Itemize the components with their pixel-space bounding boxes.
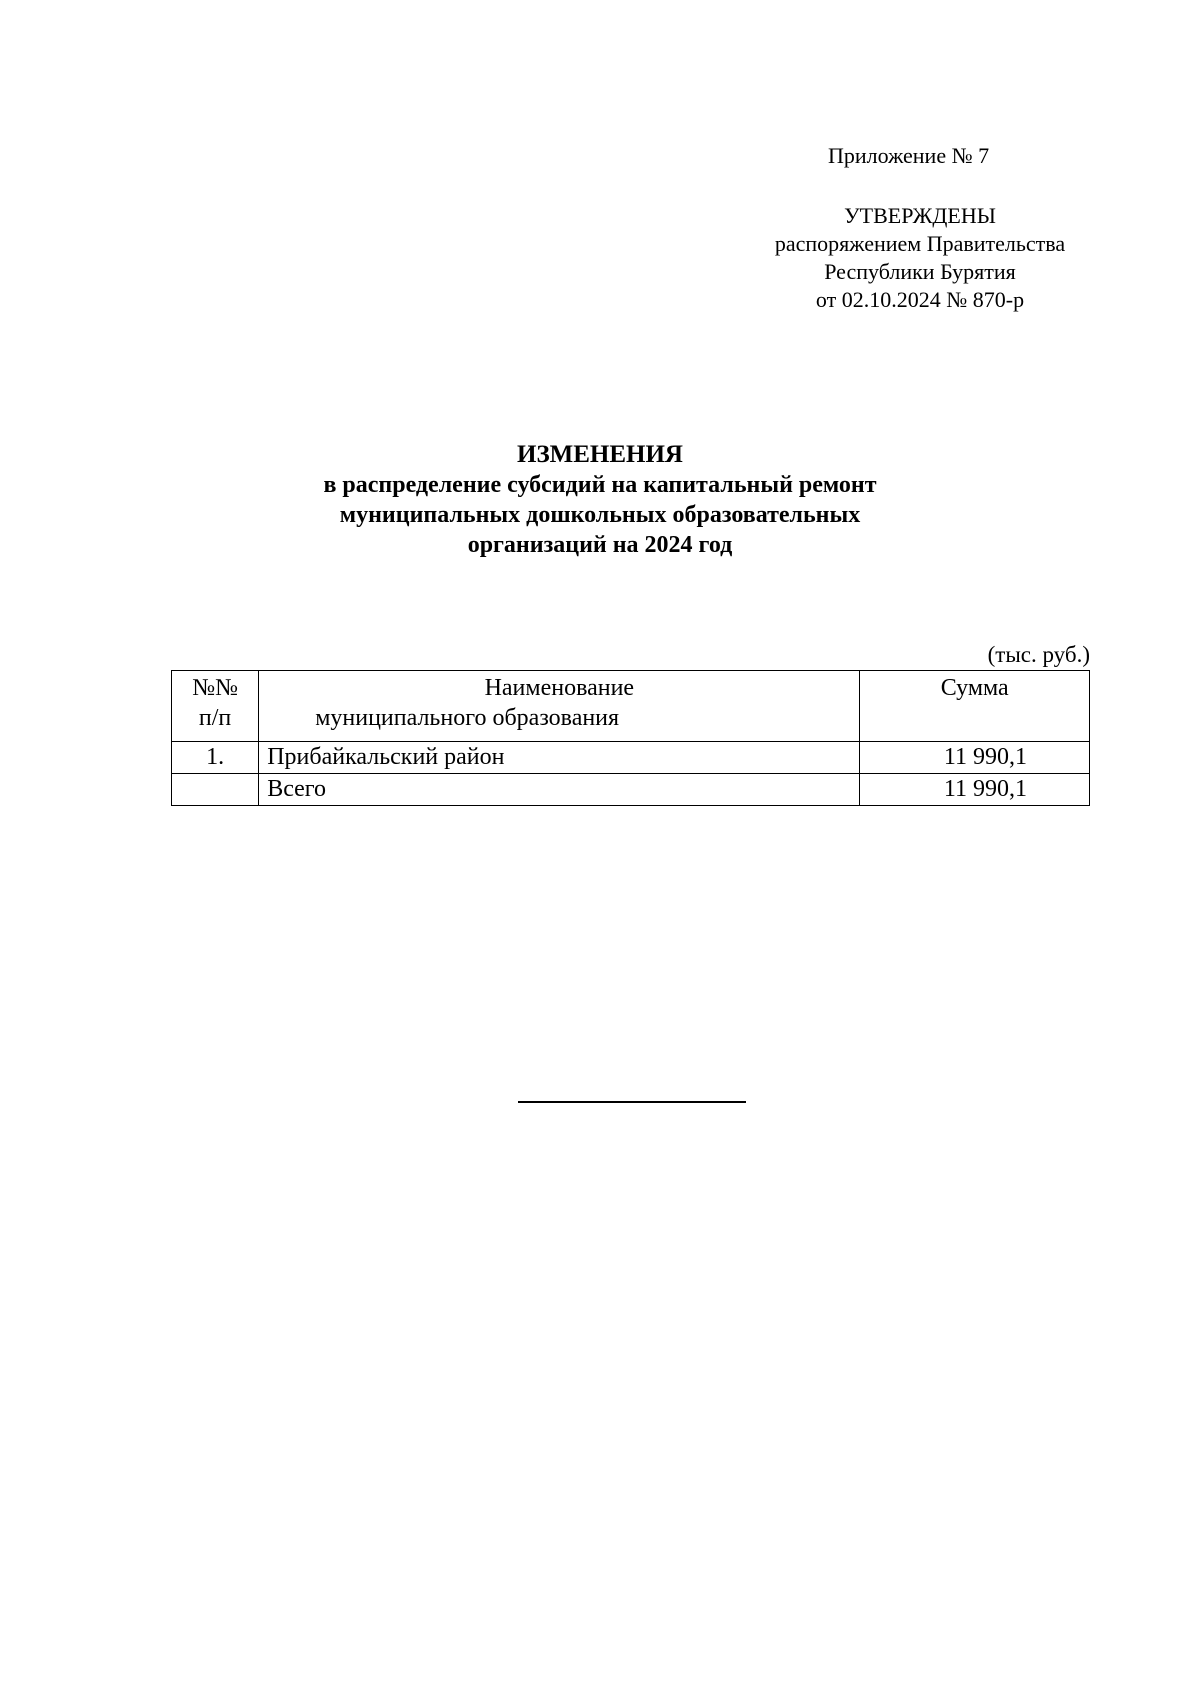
title-line-2: муниципальных дошкольных образовательных <box>339 502 861 528</box>
total-sum: 11 990,1 <box>860 774 1090 806</box>
appendix-text: Приложение № 7 <box>828 143 990 168</box>
appendix-label <box>700 143 1140 169</box>
title-line-1: в распределение субсидий на капитальный ремонт <box>323 472 877 498</box>
table-header-row <box>172 671 1090 742</box>
closing-rule <box>518 1101 746 1103</box>
document-title <box>100 440 1100 560</box>
total-label: Всего <box>259 774 860 806</box>
subsidy-table <box>171 670 1090 806</box>
approval-date-number: от 02.10.2024 № 870-р <box>815 287 1025 312</box>
header-number-line-2: п/п <box>198 705 232 731</box>
total-number <box>172 774 259 806</box>
header-name <box>259 671 860 742</box>
row-number: 1. <box>172 742 259 774</box>
row-sum: 11 990,1 <box>860 742 1090 774</box>
title-main: ИЗМЕНЕНИЯ <box>517 441 683 468</box>
table-total-row <box>172 774 1090 806</box>
header-name-line-1: Наименование <box>484 675 635 701</box>
header-name-line-2: муниципального образования <box>315 705 620 731</box>
approval-status: УТВЕРЖДЕНЫ <box>844 203 996 228</box>
approval-block <box>700 202 1140 314</box>
approval-region: Республики Бурятия <box>824 259 1016 284</box>
row-name: Прибайкальский район <box>259 742 860 774</box>
units-label: (тыс. руб.) <box>987 642 1090 667</box>
header-sum-text: Сумма <box>940 675 1009 701</box>
subsidy-table-wrapper <box>171 670 1090 806</box>
header-sum <box>860 671 1090 742</box>
header-number <box>172 671 259 742</box>
table-row <box>172 742 1090 774</box>
title-line-3: организаций на 2024 год <box>467 532 733 558</box>
header-number-line-1: №№ <box>192 675 238 701</box>
approval-authority: распоряжением Правительства <box>774 231 1066 256</box>
